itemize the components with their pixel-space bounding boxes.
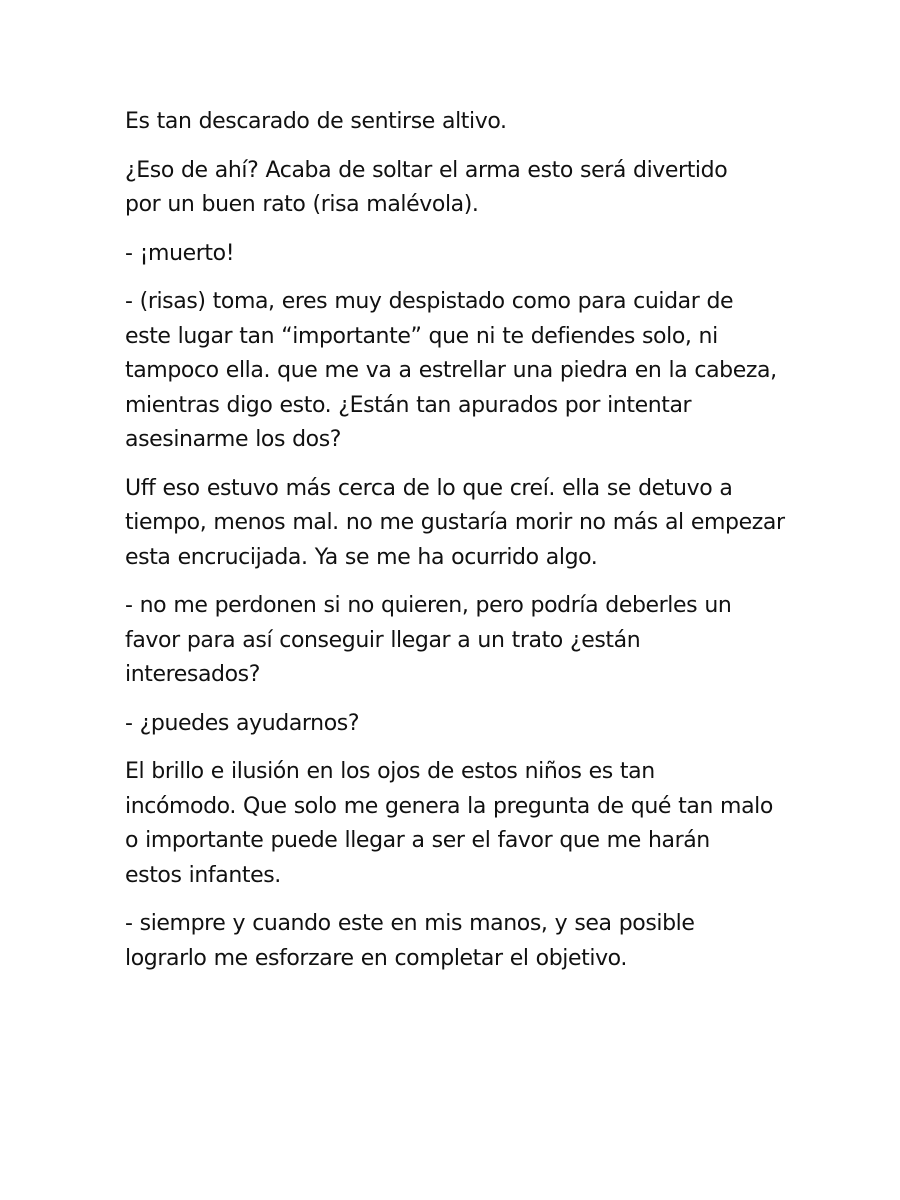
paragraph [125,285,780,458]
paragraph [125,589,780,693]
text-line: lograrlo me esforzare en completar el objetivo. [125,945,627,971]
paragraph [125,154,780,223]
paragraph [125,707,780,742]
paragraph [125,755,780,893]
text-line: o importante puede llegar a ser el favor que me harán [125,828,710,853]
text-line: este lugar tan “importante” que ni te defiendes solo, ni [125,323,718,349]
paragraph [125,105,780,140]
text-line: asesinarme los dos? [125,427,342,452]
paragraph [125,907,780,976]
text-line: estos infantes. [125,862,281,888]
text-line: esta encrucijada. Ya se me ha ocurrido algo. [125,544,598,570]
text-line: - (risas) toma, eres muy despistado como para cuidar de [125,289,734,314]
text-line: - ¡muerto! [125,240,235,266]
text-line: - siempre y cuando este en mis manos, y sea posible [125,911,695,936]
text-line: mientras digo esto. ¿Están tan apurados por intentar [125,392,692,418]
text-line: favor para así conseguir llegar a un trato ¿están [125,627,641,653]
text-line: incómodo. Que solo me genera la pregunta de qué tan malo [125,793,773,819]
text-line: - no me perdonen si no quieren, pero podría deberles un [125,593,732,618]
text-line: ¿Eso de ahí? Acaba de soltar el arma esto será divertido [125,157,728,183]
text-line: por un buen rato (risa malévola). [125,192,479,217]
text-line: El brillo e ilusión en los ojos de estos niños es tan [125,759,655,784]
text-line: Es tan descarado de sentirse altivo. [125,109,507,134]
text-line: - ¿puedes ayudarnos? [125,710,360,736]
paragraph [125,472,785,576]
text-line: Uff eso estuvo más cerca de lo que creí. ella se detuvo a [125,475,733,501]
text-line: tampoco ella. que me va a estrellar una piedra en la cabeza, [125,358,777,383]
paragraph [125,237,780,272]
text-line: tiempo, menos mal. no me gustaría morir no más al empezar [125,510,785,535]
text-line: interesados? [125,662,261,687]
